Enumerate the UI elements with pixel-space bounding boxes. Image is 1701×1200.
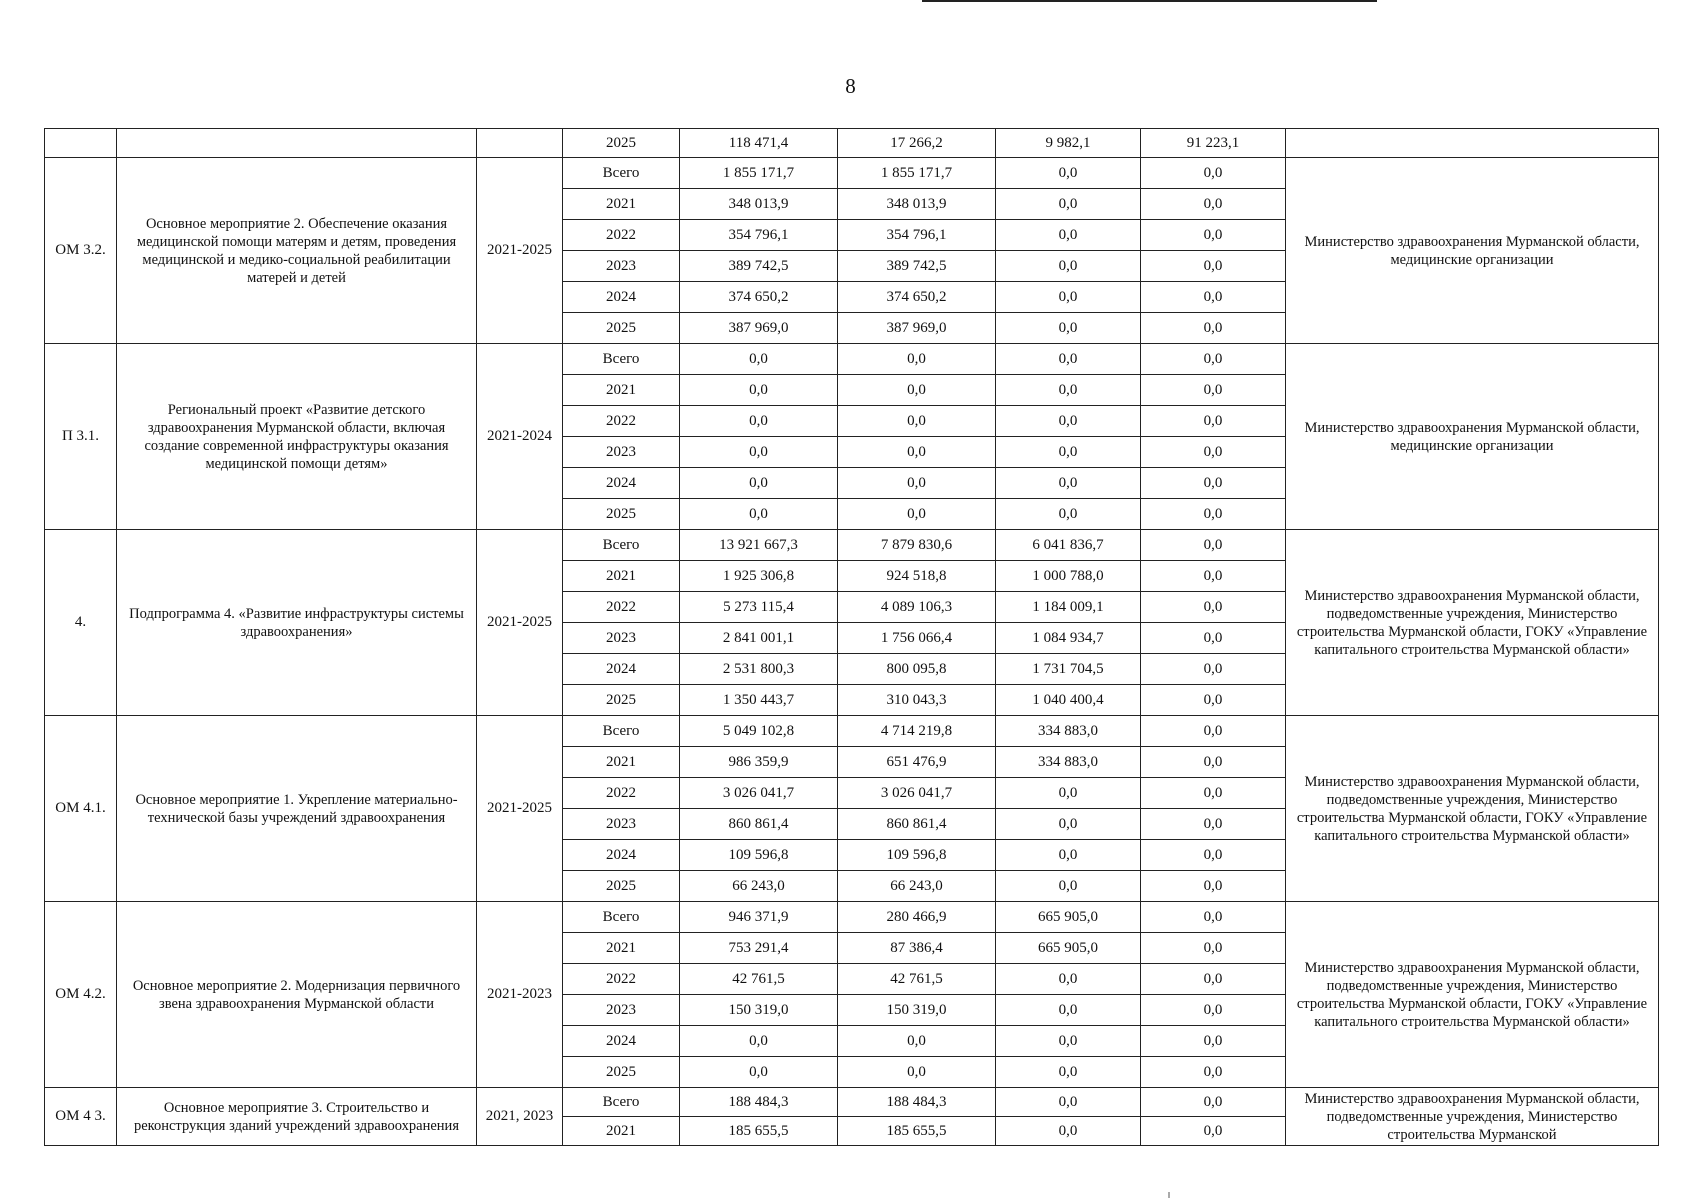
table-row [45, 344, 1659, 375]
other-funds-cell: 0,0 [1141, 530, 1286, 561]
year-cell: 2025 [563, 871, 680, 902]
regional-budget-cell: 0,0 [838, 375, 996, 406]
year-cell: 2022 [563, 778, 680, 809]
year-cell: 2024 [563, 468, 680, 499]
other-funds-cell: 0,0 [1141, 375, 1286, 406]
other-funds-cell: 91 223,1 [1141, 129, 1286, 158]
table-row [45, 1088, 1659, 1117]
section-period: 2021-2025 [477, 158, 563, 344]
year-cell: 2024 [563, 1026, 680, 1057]
regional-budget-cell: 0,0 [838, 468, 996, 499]
federal-budget-cell: 9 982,1 [996, 129, 1141, 158]
federal-budget-cell: 334 883,0 [996, 716, 1141, 747]
other-funds-cell: 0,0 [1141, 747, 1286, 778]
year-cell: 2021 [563, 933, 680, 964]
regional-budget-cell: 387 969,0 [838, 313, 996, 344]
year-cell: 2023 [563, 437, 680, 468]
year-cell: Всего [563, 530, 680, 561]
regional-budget-cell: 188 484,3 [838, 1088, 996, 1117]
total-cell: 753 291,4 [680, 933, 838, 964]
regional-budget-cell: 66 243,0 [838, 871, 996, 902]
year-cell: 2024 [563, 654, 680, 685]
regional-budget-cell: 860 861,4 [838, 809, 996, 840]
regional-budget-cell: 150 319,0 [838, 995, 996, 1026]
year-cell: 2025 [563, 685, 680, 716]
total-cell: 185 655,5 [680, 1117, 838, 1146]
regional-budget-cell: 4 089 106,3 [838, 592, 996, 623]
agency-cell-empty [1286, 129, 1659, 158]
total-cell: 354 796,1 [680, 220, 838, 251]
total-cell: 5 273 115,4 [680, 592, 838, 623]
table-row [45, 158, 1659, 189]
other-funds-cell: 0,0 [1141, 1057, 1286, 1088]
responsible-agency: Министерство здравоохранения Мурманской области, медицинские организации [1286, 344, 1659, 530]
regional-budget-cell: 4 714 219,8 [838, 716, 996, 747]
regional-budget-cell: 389 742,5 [838, 251, 996, 282]
other-funds-cell: 0,0 [1141, 282, 1286, 313]
year-cell: 2022 [563, 220, 680, 251]
regional-budget-cell: 3 026 041,7 [838, 778, 996, 809]
other-funds-cell: 0,0 [1141, 964, 1286, 995]
federal-budget-cell: 0,0 [996, 437, 1141, 468]
other-funds-cell: 0,0 [1141, 1026, 1286, 1057]
year-cell: Всего [563, 716, 680, 747]
total-cell: 0,0 [680, 468, 838, 499]
section-period: 2021-2024 [477, 344, 563, 530]
federal-budget-cell: 0,0 [996, 871, 1141, 902]
year-cell: 2023 [563, 995, 680, 1026]
year-cell: 2021 [563, 189, 680, 220]
federal-budget-cell: 0,0 [996, 344, 1141, 375]
total-cell: 188 484,3 [680, 1088, 838, 1117]
federal-budget-cell: 0,0 [996, 1026, 1141, 1057]
year-cell: 2024 [563, 840, 680, 871]
year-cell: 2025 [563, 129, 680, 158]
section-code: ОМ 4.2. [45, 902, 117, 1088]
total-cell: 5 049 102,8 [680, 716, 838, 747]
responsible-agency: Министерство здравоохранения Мурманской области, подведомственные учреждения, Министерство строительства Мурманской области, ГОКУ «Управление капитального строительства Мурманской области» [1286, 530, 1659, 716]
year-cell: 2022 [563, 592, 680, 623]
regional-budget-cell: 310 043,3 [838, 685, 996, 716]
section-name: Основное мероприятие 2. Модернизация первичного звена здравоохранения Мурманской области [117, 902, 477, 1088]
federal-budget-cell: 0,0 [996, 406, 1141, 437]
other-funds-cell: 0,0 [1141, 344, 1286, 375]
regional-budget-cell: 185 655,5 [838, 1117, 996, 1146]
year-cell: 2023 [563, 623, 680, 654]
federal-budget-cell: 0,0 [996, 251, 1141, 282]
table-row [45, 530, 1659, 561]
year-cell: 2021 [563, 747, 680, 778]
section-name: Основное мероприятие 1. Укрепление материально-технической базы учреждений здравоохранения [117, 716, 477, 902]
regional-budget-cell: 0,0 [838, 344, 996, 375]
total-cell: 13 921 667,3 [680, 530, 838, 561]
total-cell: 150 319,0 [680, 995, 838, 1026]
total-cell: 0,0 [680, 406, 838, 437]
federal-budget-cell: 1 040 400,4 [996, 685, 1141, 716]
total-cell: 42 761,5 [680, 964, 838, 995]
regional-budget-cell: 354 796,1 [838, 220, 996, 251]
section-name: Основное мероприятие 2. Обеспечение оказания медицинской помощи матерям и детям, проведения медицинской и медико-социальной реабилитации матерей и детей [117, 158, 477, 344]
section-period: 2021-2023 [477, 902, 563, 1088]
section-code: 4. [45, 530, 117, 716]
federal-budget-cell: 0,0 [996, 468, 1141, 499]
federal-budget-cell: 665 905,0 [996, 902, 1141, 933]
table-row-carryover [45, 129, 1659, 158]
federal-budget-cell: 0,0 [996, 778, 1141, 809]
section-code: ОМ 4.1. [45, 716, 117, 902]
total-cell: 1 925 306,8 [680, 561, 838, 592]
year-cell: 2024 [563, 282, 680, 313]
total-cell: 0,0 [680, 344, 838, 375]
other-funds-cell: 0,0 [1141, 468, 1286, 499]
regional-budget-cell: 0,0 [838, 499, 996, 530]
federal-budget-cell: 665 905,0 [996, 933, 1141, 964]
federal-budget-cell: 334 883,0 [996, 747, 1141, 778]
year-cell: Всего [563, 158, 680, 189]
total-cell: 2 531 800,3 [680, 654, 838, 685]
table-body [45, 129, 1659, 1146]
federal-budget-cell: 0,0 [996, 964, 1141, 995]
regional-budget-cell: 109 596,8 [838, 840, 996, 871]
total-cell: 374 650,2 [680, 282, 838, 313]
federal-budget-cell: 1 000 788,0 [996, 561, 1141, 592]
federal-budget-cell: 1 731 704,5 [996, 654, 1141, 685]
federal-budget-cell: 0,0 [996, 995, 1141, 1026]
other-funds-cell: 0,0 [1141, 313, 1286, 344]
year-cell: 2025 [563, 313, 680, 344]
federal-budget-cell: 0,0 [996, 499, 1141, 530]
year-cell: Всего [563, 1088, 680, 1117]
federal-budget-cell: 0,0 [996, 158, 1141, 189]
responsible-agency: Министерство здравоохранения Мурманской области, подведомственные учреждения, Министерство строительства Мурманской области, ГОКУ «Управление капитального строительства Мурманской области» [1286, 902, 1659, 1088]
section-name: Основное мероприятие 3. Строительство и реконструкция зданий учреждений здравоохранения [117, 1088, 477, 1146]
other-funds-cell: 0,0 [1141, 902, 1286, 933]
total-cell: 0,0 [680, 375, 838, 406]
regional-budget-cell: 800 095,8 [838, 654, 996, 685]
year-cell: 2022 [563, 964, 680, 995]
year-cell: Всего [563, 344, 680, 375]
regional-budget-cell: 348 013,9 [838, 189, 996, 220]
regional-budget-cell: 0,0 [838, 437, 996, 468]
federal-budget-cell: 6 041 836,7 [996, 530, 1141, 561]
other-funds-cell: 0,0 [1141, 406, 1286, 437]
federal-budget-cell: 0,0 [996, 375, 1141, 406]
other-funds-cell: 0,0 [1141, 933, 1286, 964]
other-funds-cell: 0,0 [1141, 158, 1286, 189]
table-row [45, 902, 1659, 933]
budget-table [44, 128, 1659, 1146]
year-cell: 2021 [563, 561, 680, 592]
total-cell: 109 596,8 [680, 840, 838, 871]
other-funds-cell: 0,0 [1141, 840, 1286, 871]
total-cell: 1 350 443,7 [680, 685, 838, 716]
section-period: 2021, 2023 [477, 1088, 563, 1146]
section-period: 2021-2025 [477, 716, 563, 902]
code-cell-empty [45, 129, 117, 158]
other-funds-cell: 0,0 [1141, 499, 1286, 530]
year-cell: 2021 [563, 375, 680, 406]
total-cell: 389 742,5 [680, 251, 838, 282]
total-cell: 2 841 001,1 [680, 623, 838, 654]
other-funds-cell: 0,0 [1141, 561, 1286, 592]
regional-budget-cell: 0,0 [838, 1057, 996, 1088]
federal-budget-cell: 0,0 [996, 1117, 1141, 1146]
federal-budget-cell: 0,0 [996, 840, 1141, 871]
total-cell: 387 969,0 [680, 313, 838, 344]
year-cell: 2021 [563, 1117, 680, 1146]
other-funds-cell: 0,0 [1141, 623, 1286, 654]
regional-budget-cell: 280 466,9 [838, 902, 996, 933]
regional-budget-cell: 1 756 066,4 [838, 623, 996, 654]
federal-budget-cell: 0,0 [996, 313, 1141, 344]
section-name: Региональный проект «Развитие детского здравоохранения Мурманской области, включая создание современной инфраструктуры оказания медицинской помощи детям» [117, 344, 477, 530]
federal-budget-cell: 0,0 [996, 189, 1141, 220]
total-cell: 860 861,4 [680, 809, 838, 840]
other-funds-cell: 0,0 [1141, 1117, 1286, 1146]
other-funds-cell: 0,0 [1141, 251, 1286, 282]
page-number: 8 [845, 74, 856, 98]
total-cell: 0,0 [680, 1026, 838, 1057]
section-code: П 3.1. [45, 344, 117, 530]
regional-budget-cell: 17 266,2 [838, 129, 996, 158]
section-period: 2021-2025 [477, 530, 563, 716]
federal-budget-cell: 0,0 [996, 1057, 1141, 1088]
year-cell: 2023 [563, 251, 680, 282]
total-cell: 66 243,0 [680, 871, 838, 902]
total-cell: 0,0 [680, 437, 838, 468]
other-funds-cell: 0,0 [1141, 220, 1286, 251]
year-cell: Всего [563, 902, 680, 933]
other-funds-cell: 0,0 [1141, 189, 1286, 220]
year-cell: 2025 [563, 1057, 680, 1088]
section-code: ОМ 4 3. [45, 1088, 117, 1146]
total-cell: 946 371,9 [680, 902, 838, 933]
regional-budget-cell: 42 761,5 [838, 964, 996, 995]
other-funds-cell: 0,0 [1141, 654, 1286, 685]
responsible-agency: Министерство здравоохранения Мурманской области, медицинские организации [1286, 158, 1659, 344]
total-cell: 348 013,9 [680, 189, 838, 220]
responsible-agency: Министерство здравоохранения Мурманской области, подведомственные учреждения, Министерство строительства Мурманской [1286, 1088, 1659, 1146]
federal-budget-cell: 1 184 009,1 [996, 592, 1141, 623]
total-cell: 0,0 [680, 1057, 838, 1088]
regional-budget-cell: 7 879 830,6 [838, 530, 996, 561]
other-funds-cell: 0,0 [1141, 685, 1286, 716]
regional-budget-cell: 924 518,8 [838, 561, 996, 592]
regional-budget-cell: 0,0 [838, 406, 996, 437]
year-cell: 2022 [563, 406, 680, 437]
name-cell-empty [117, 129, 477, 158]
federal-budget-cell: 0,0 [996, 220, 1141, 251]
federal-budget-cell: 0,0 [996, 809, 1141, 840]
section-code: ОМ 3.2. [45, 158, 117, 344]
total-cell: 986 359,9 [680, 747, 838, 778]
other-funds-cell: 0,0 [1141, 809, 1286, 840]
federal-budget-cell: 0,0 [996, 1088, 1141, 1117]
federal-budget-cell: 0,0 [996, 282, 1141, 313]
table-row [45, 716, 1659, 747]
total-cell: 118 471,4 [680, 129, 838, 158]
federal-budget-cell: 1 084 934,7 [996, 623, 1141, 654]
regional-budget-cell: 374 650,2 [838, 282, 996, 313]
other-funds-cell: 0,0 [1141, 778, 1286, 809]
top-rule [922, 0, 1377, 2]
regional-budget-cell: 1 855 171,7 [838, 158, 996, 189]
responsible-agency: Министерство здравоохранения Мурманской области, подведомственные учреждения, Министерство строительства Мурманской области, ГОКУ «Управление капитального строительства Мурманской области» [1286, 716, 1659, 902]
scan-mark [1168, 1192, 1170, 1198]
other-funds-cell: 0,0 [1141, 716, 1286, 747]
total-cell: 1 855 171,7 [680, 158, 838, 189]
regional-budget-cell: 0,0 [838, 1026, 996, 1057]
regional-budget-cell: 651 476,9 [838, 747, 996, 778]
other-funds-cell: 0,0 [1141, 437, 1286, 468]
year-cell: 2023 [563, 809, 680, 840]
year-cell: 2025 [563, 499, 680, 530]
other-funds-cell: 0,0 [1141, 592, 1286, 623]
total-cell: 0,0 [680, 499, 838, 530]
section-name: Подпрограмма 4. «Развитие инфраструктуры системы здравоохранения» [117, 530, 477, 716]
regional-budget-cell: 87 386,4 [838, 933, 996, 964]
other-funds-cell: 0,0 [1141, 871, 1286, 902]
period-cell-empty [477, 129, 563, 158]
total-cell: 3 026 041,7 [680, 778, 838, 809]
other-funds-cell: 0,0 [1141, 995, 1286, 1026]
other-funds-cell: 0,0 [1141, 1088, 1286, 1117]
